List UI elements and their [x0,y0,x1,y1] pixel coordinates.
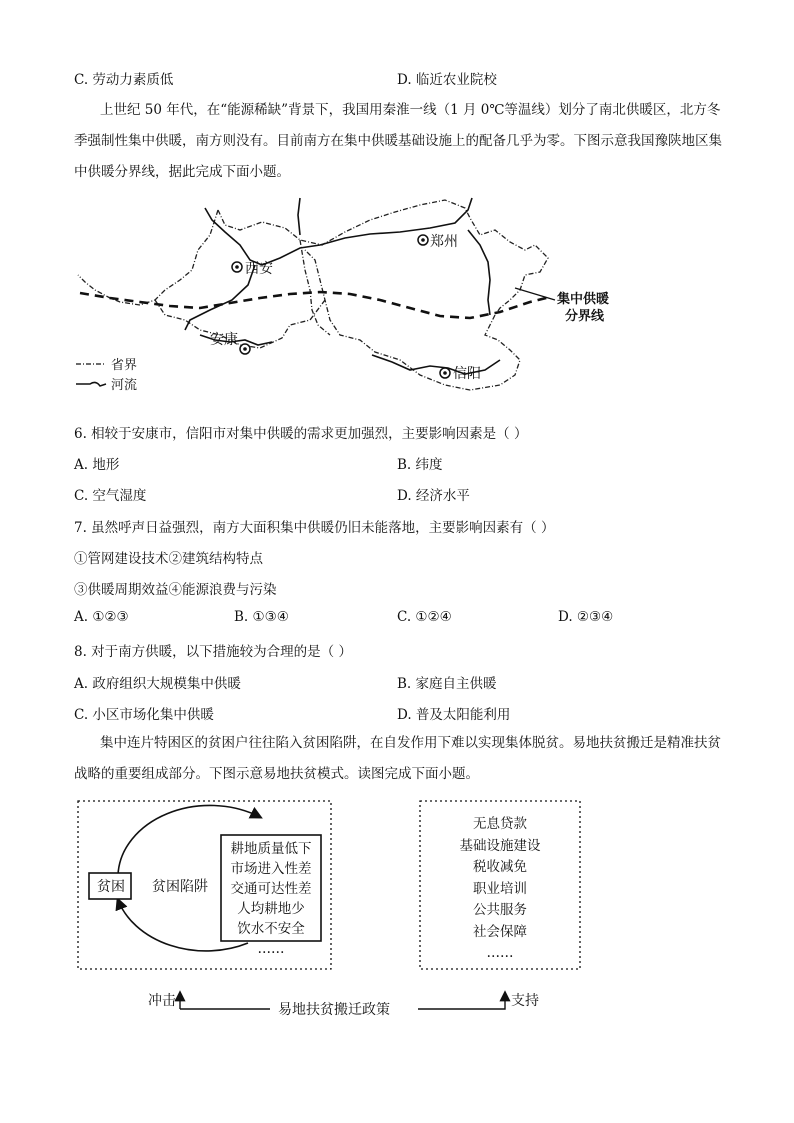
support-item: 无息贷款 [473,816,527,832]
heating-boundary-map [0,190,794,430]
q8-option-d[interactable]: D. 普及太阳能利用 [397,707,511,723]
map-legend [76,357,137,393]
city-xinyang-label: 信阳 [453,366,481,382]
passage-poverty-text: 集中连片特困区的贫困户往往陷入贫困陷阱，在自发作用下难以实现集体脱贫。易地扶贫搬迁是精准扶贫战略的重要组成部分。下图示意易地扶贫模式。读图完成下面小题。 [74,735,721,782]
legend-river-symbol [76,382,106,386]
impact-label: 冲击 [148,993,176,1009]
q8-option-a[interactable]: A. 政府组织大规模集中供暖 [74,676,241,692]
city-ankang-label: 安康 [210,332,238,348]
q8-option-b[interactable]: B. 家庭自主供暖 [397,676,497,692]
legend-province-label: 省界 [111,358,138,373]
q7-option-a[interactable]: A. ①②③ [74,609,129,625]
poverty-relocation-diagram [0,795,794,1035]
q7-option-b[interactable]: B. ①③④ [234,609,289,625]
cause-item: …… [257,941,285,957]
q7-option-c[interactable]: C. ①②④ [397,609,452,625]
q8-option-c[interactable]: C. 小区市场化集中供暖 [74,707,214,723]
province-borders [78,200,548,390]
passage-poverty-relocation [74,728,724,790]
city-xian [232,261,273,277]
q6-option-a[interactable]: A. 地形 [74,457,120,473]
q8-stem: 8. 对于南方供暖，以下措施较为合理的是（ ） [74,644,352,660]
legend-river-label: 河流 [111,378,138,393]
policy-label: 易地扶贫搬迁政策 [278,1002,390,1018]
passage-heating-boundary [74,95,724,188]
support-item: 职业培训 [473,880,527,897]
q6-option-b[interactable]: B. 纬度 [397,457,443,473]
city-xinyang [440,366,481,382]
city-zhengzhou [418,233,458,250]
poverty-label: 贫困 [97,879,125,895]
q6-stem: 6. 相较于安康市，信阳市对集中供暖的需求更加强烈，主要影响因素是（ ） [74,426,528,442]
causes-list [221,839,321,959]
city-ankang [210,331,250,354]
q6-option-c[interactable]: C. 空气湿度 [74,488,147,504]
support-item: 税收减免 [473,859,527,875]
support-arrow [418,993,505,1009]
support-item: 公共服务 [473,902,527,918]
support-item: …… [486,945,514,961]
q5-option-d: D. 临近农业院校 [397,72,497,88]
cause-item: 饮水不安全 [237,921,305,937]
q5-option-c: C. 劳动力素质低 [74,72,174,88]
support-item: 基础设施建设 [459,837,541,854]
q7-stem: 7. 虽然呼声日益强烈，南方大面积集中供暖仍旧未能落地，主要影响因素有（ ） [74,520,555,536]
q7-items-line2: ③供暖周期效益④能源浪费与污染 [74,582,277,598]
q7-option-d[interactable]: D. ②③④ [558,609,614,625]
support-measures-list [420,814,580,965]
cause-item: 市场进入性差 [230,861,312,877]
boundary-label-line1: 集中供暖 [557,292,610,307]
poverty-trap-label: 贫困陷阱 [152,879,208,895]
q6-option-d[interactable]: D. 经济水平 [397,488,470,504]
passage-heating-text: 上世纪 50 年代，在“能源稀缺”背景下，我国用秦淮一线（1 月 0℃等温线）划分了南北供暖区，北方冬季强制性集中供暖，南方则没有。目前南方在集中供暖基础设施上的配备几乎为零。下图示意我国豫陕地区集中供暖分界线，据此完成下面小题。 [74,102,722,180]
support-item: 社会保障 [473,923,527,940]
cause-item: 人均耕地少 [237,901,305,917]
q7-items-line1: ①管网建设技术②建筑结构特点 [74,551,263,567]
cause-item: 交通可达性差 [230,881,312,897]
city-xian-label: 西安 [245,261,273,277]
city-zhengzhou-label: 郑州 [430,234,458,250]
support-label: 支持 [511,993,539,1009]
cause-item: 耕地质量低下 [230,841,312,857]
boundary-label-line2: 分界线 [565,309,605,324]
